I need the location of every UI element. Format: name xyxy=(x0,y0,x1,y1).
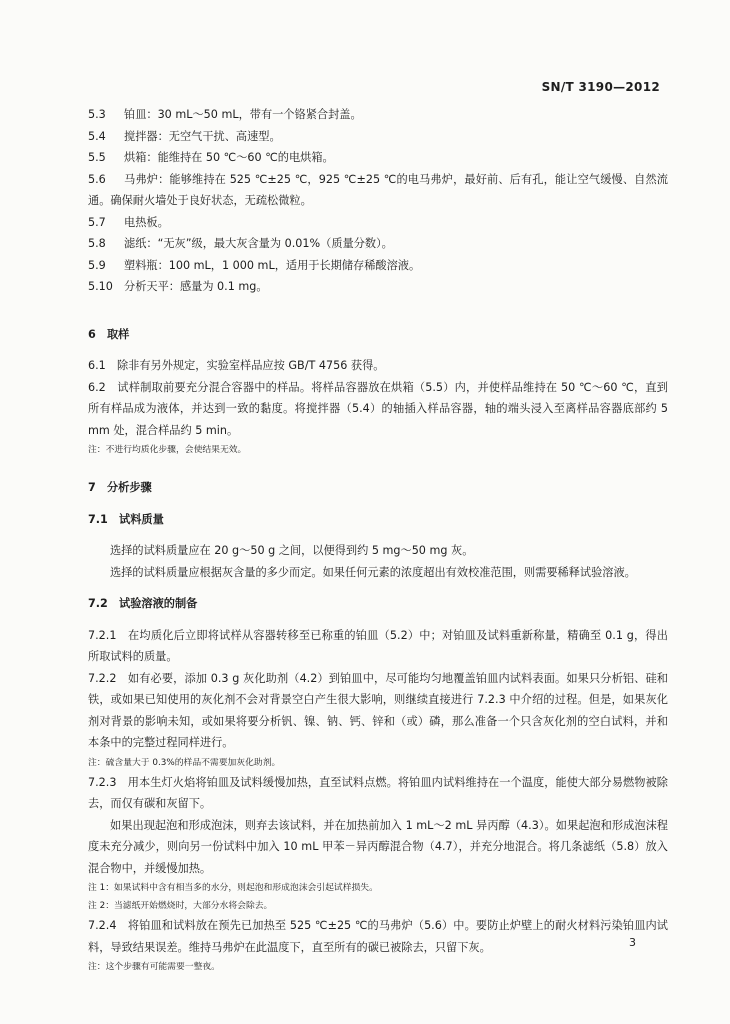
page-number: 3 xyxy=(629,936,636,949)
section-heading: 6 取样 xyxy=(88,327,130,341)
apparatus-item: 5.6 马弗炉：能够维持在 525 ℃±25 ℃，925 ℃±25 ℃的电马弗炉，最好前、后有孔，能让空气缓慢、自然流通。确保耐火墙处于良好状态，无疏松微粒。 xyxy=(88,172,668,207)
standard-number: SN/T 3190—2012 xyxy=(541,80,660,94)
note: 注：不进行均质化步骤，会使结果无效。 xyxy=(88,445,247,455)
apparatus-item: 5.8 滤纸：“无灰”级，最大灰含量为 0.01%（质量分数）。 xyxy=(88,237,393,250)
paragraph: 7.2.2 如有必要，添加 0.3 g 灰化助剂（4.2）到铂皿中，尽可能均匀地覆盖铂皿内试料表面。如果只分析铝、硅和铁，或如果已知使用的灰化剂不会对背景空白产生很大影响，则继续直接进行 7.2.3 中介绍的过程。但是，如果灰化剂对背景的影响未知，或如果将要分析钒、镍、钠、钙、锌和（或）磷，那么准备一个只含灰化剂的空白试料，并和本条中的完整过程同样进行。 xyxy=(88,671,668,749)
section-heading: 7 分析步骤 xyxy=(88,481,152,494)
paragraph: 7.2.3 用本生灯火焰将铂皿及试料缓慢加热，直至试料点燃。将铂皿内试料维持在一个温度，能使大部分易燃物被除去，而仅有碳和灰留下。 xyxy=(88,775,668,810)
apparatus-item: 5.7 电热板。 xyxy=(88,215,169,229)
apparatus-item: 5.4 搅拌器：无空气干扰、高速型。 xyxy=(88,129,281,143)
apparatus-item: 5.5 烘箱：能维持在 50 ℃～60 ℃的电烘箱。 xyxy=(88,151,334,164)
note: 注 2：当滤纸开始燃烧时，大部分水将会除去。 xyxy=(88,901,273,911)
paragraph: 如果出现起泡和形成泡沫，则弃去该试料，并在加热前加入 1 mL～2 mL 异丙醇（4.3）。如果起泡和形成泡沫程度未充分减少，则向另一份试料中加入 10 mL 甲苯－异丙醇混合物（4.7），并充分地混合。将几条滤纸（5.8）放入混合物中，并缓慢加热。 xyxy=(88,818,668,875)
document-body xyxy=(88,104,668,976)
paragraph: 选择的试料质量应在 20 g～50 g 之间，以便得到约 5 mg～50 mg 灰。 xyxy=(110,544,474,557)
paragraph: 7.2.1 在均质化后立即将试样从容器转移至已称重的铂皿（5.2）中；对铂皿及试料重新称量，精确至 0.1 g，得出所取试料的质量。 xyxy=(88,628,668,663)
paragraph: 7.2.4 将铂皿和试料放在预先已加热至 525 ℃±25 ℃的马弗炉（5.6）中。要防止炉壁上的耐火材料污染铂皿内试料，导致结果误差。维持马弗炉在此温度下，直至所有的碳已被除去，只留下灰。 xyxy=(88,919,668,954)
apparatus-item: 5.3 铂皿：30 mL～50 mL，带有一个铬紧合封盖。 xyxy=(88,108,362,121)
paragraph: 选择的试料质量应根据灰含量的多少而定。如果任何元素的浓度超出有效校准范围，则需要稀释试验溶液。 xyxy=(110,565,636,579)
note: 注：这个步骤有可能需要一整夜。 xyxy=(88,962,220,972)
apparatus-item: 5.10 分析天平：感量为 0.1 mg。 xyxy=(88,280,268,293)
subsection-heading: 7.2 试验溶液的制备 xyxy=(88,597,198,610)
apparatus-item: 5.9 塑料瓶：100 mL，1 000 mL，适用于长期储存稀酸溶液。 xyxy=(88,258,421,272)
note: 注：硫含量大于 0.3%的样品不需要加灰化助剂。 xyxy=(88,757,281,768)
subsection-heading: 7.1 试料质量 xyxy=(88,512,164,526)
paragraph: 6.2 试样制取前要充分混合容器中的样品。将样品容器放在烘箱（5.5）内，并使样品维持在 50 ℃～60 ℃，直到所有样品成为液体，并达到一致的黏度。将搅拌器（5.4）的轴插入样品容器，轴的端头浸入至离样品容器底部约 5 mm 处，混合样品约 5 min。 xyxy=(88,380,668,437)
paragraph: 6.1 除非有另外规定，实验室样品应按 GB/T 4756 获得。 xyxy=(88,359,385,372)
note: 注 1：如果试料中含有相当多的水分，则起泡和形成泡沫会引起试样损失。 xyxy=(88,883,378,893)
